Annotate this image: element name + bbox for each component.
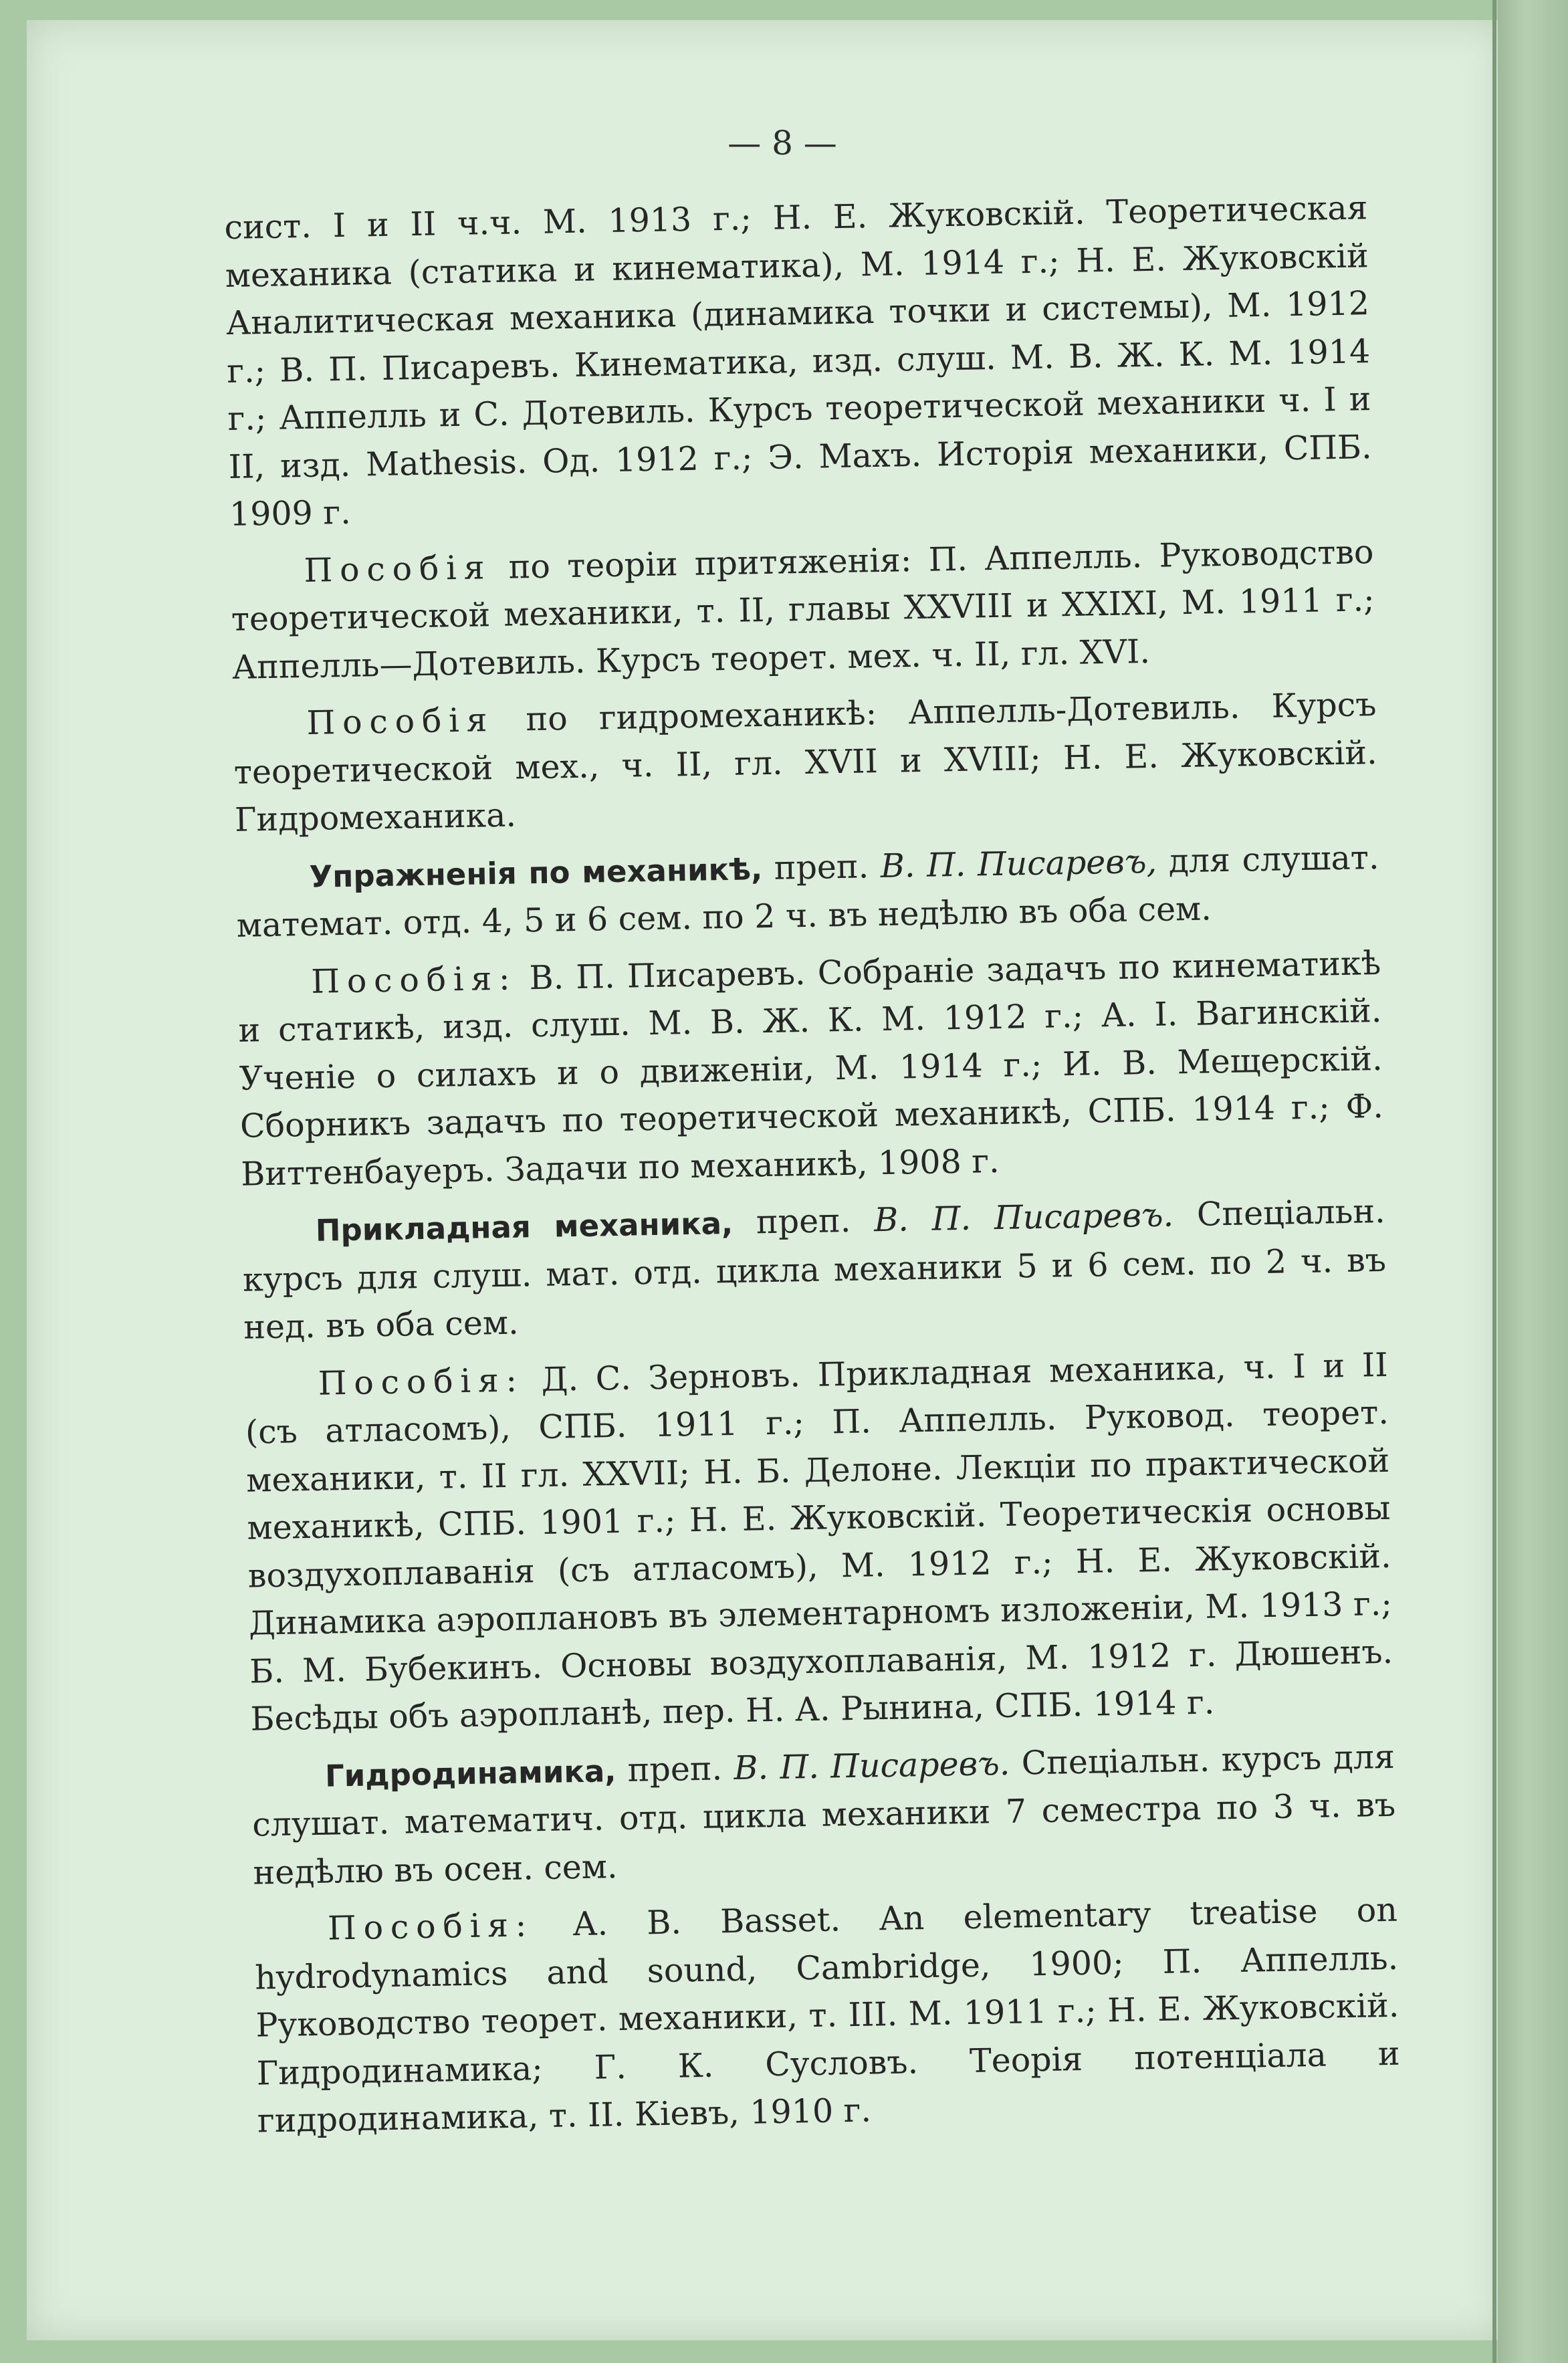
paragraph-text: Д. С. Зерновъ. Прикладная механика, ч. I и II (съ атласомъ), СПБ. 1911 г.; П. Аппелль. Руковод. теорет. механики, т. II гл. XXVII; Н. Б. Делоне. Лекцiи по практической механикѣ, СПБ. 1901 г.; Н. Е. Жуковскiй. Теоретическiя основы воздухоплаванiя (съ атласомъ), М. 1912 г.; Н. Е. Жуковскiй. Динамика аэроплановъ въ элементарномъ изложенiи, М. 1913 г.; Б. М. Бубекинъ. Основы воздухоплаванiя, М. 1912 г. Дюшенъ. Бесѣды объ аэропланѣ, пер. Н. А. Рынина, СПБ. 1914 г. [245,1345,1393,1738]
course-title: Гидродинамика, [324,1753,617,1794]
course-pre: преп. [774,847,869,887]
sources-lead: Пособiя: [327,1906,534,1948]
paragraph-text: А. В. Basset. An elementary treatise on hydrodynamics and sound, Cambridge, 1900; П. Аппелль. Руководство теорет. механики, т. III. М. 1911 г.; Н. Е. Жуковскiй. Гидродинамика; Г. К. Сусловъ. Теорiя потенцiала и гидродинамика, т. II. Кiевъ, 1910 г. [254,1890,1401,2140]
paragraph-text: по теорiи притяженiя: П. Аппелль. Руководство теоретической механики, т. II, главы XXVIII и XXIXI, М. 1911 г.; Аппелль—Дотевиль. Курсъ теорет. мех. ч. II, гл. XVI. [231,532,1375,687]
paragraph-text: Спецiальн. курсъ для слуш. мат. отд. цикла механики 5 и 6 сем. по 2 ч. въ нед. въ оба сем. [242,1192,1387,1347]
course-teacher: В. П. Писаревъ, [880,842,1157,885]
sources-lead: Пособiя [304,548,492,590]
course-title: Упражненiя по механикѣ, [309,851,763,895]
course-exercises-mechanics [235,834,1380,950]
paragraph-text: В. П. Писаревъ. Собранiе задачъ по кинематикѣ и статикѣ, изд. слуш. М. В. Ж. К. М. 1912 г.; А. I. Вагинскiй. Ученiе о силахъ и о движенiи, М. 1914 г.; И. В. Мещерскiй. Сборникъ задачъ по теоретической механикѣ, СПБ. 1914 г.; Ф. Виттенбауеръ. Задачи по механикѣ, 1908 г. [238,943,1384,1194]
paragraph-sources-applied [244,1341,1394,1743]
page-gutter [1492,0,1496,2363]
course-teacher: В. П. Писаревъ. [733,1744,1010,1787]
document-body [224,184,1402,2154]
sources-lead: Пособiя [306,701,495,742]
paragraph-sources-hydromechanics [233,681,1378,844]
course-title: Прикладная механика, [315,1205,734,1248]
paragraph-text: Спецiальн. курсъ для слушат. математич. отд. цикла механики 7 семестра по 3 ч. въ недѣлю въ осен. сем. [251,1737,1396,1892]
paragraph-sources-attraction [230,528,1375,691]
sources-lead: Пособiя: [310,959,518,1001]
paragraph-continuation [224,184,1373,538]
paragraph-sources-exercises [237,939,1385,1198]
course-pre: преп. [756,1201,851,1242]
course-pre: преп. [627,1749,723,1789]
page-number: — 8 — [727,124,837,162]
paragraph-text: по гидромеханикѣ: Аппелль-Дотевиль. Курсъ теоретической мех., ч. II, гл. XVII и XVIII; Н. Е. Жуковскiй. Гидромеханика. [233,685,1378,839]
sources-lead: Пособiя: [318,1360,525,1403]
paragraph-text: для слушат. математ. отд. 4, 5 и 6 сем. по 2 ч. въ недѣлю въ оба сем. [236,838,1379,945]
paragraph-sources-hydrodynamics [253,1886,1401,2145]
course-applied-mechanics [241,1188,1387,1351]
course-teacher: В. П. Писаревъ. [873,1196,1174,1240]
course-hydrodynamics [251,1732,1397,1896]
next-page-edge [1498,0,1568,2363]
paragraph-text: сист. I и II ч.ч. М. 1913 г.; Н. Е. Жуковскiй. Теоретическая механика (статика и кинематика), М. 1914 г.; Н. Е. Жуковскiй Аналитическая механика (динамика точки и системы), М. 1912 г.; В. П. Писаревъ. Кинематика, изд. слуш. М. В. Ж. К. М. 1914 г.; Аппелль и С. Дотевиль. Курсъ теоретической механики ч. I и II, изд. Mathesis. Од. 1912 г.; Э. Махъ. Исторiя механики, СПБ. 1909 г. [224,189,1373,534]
